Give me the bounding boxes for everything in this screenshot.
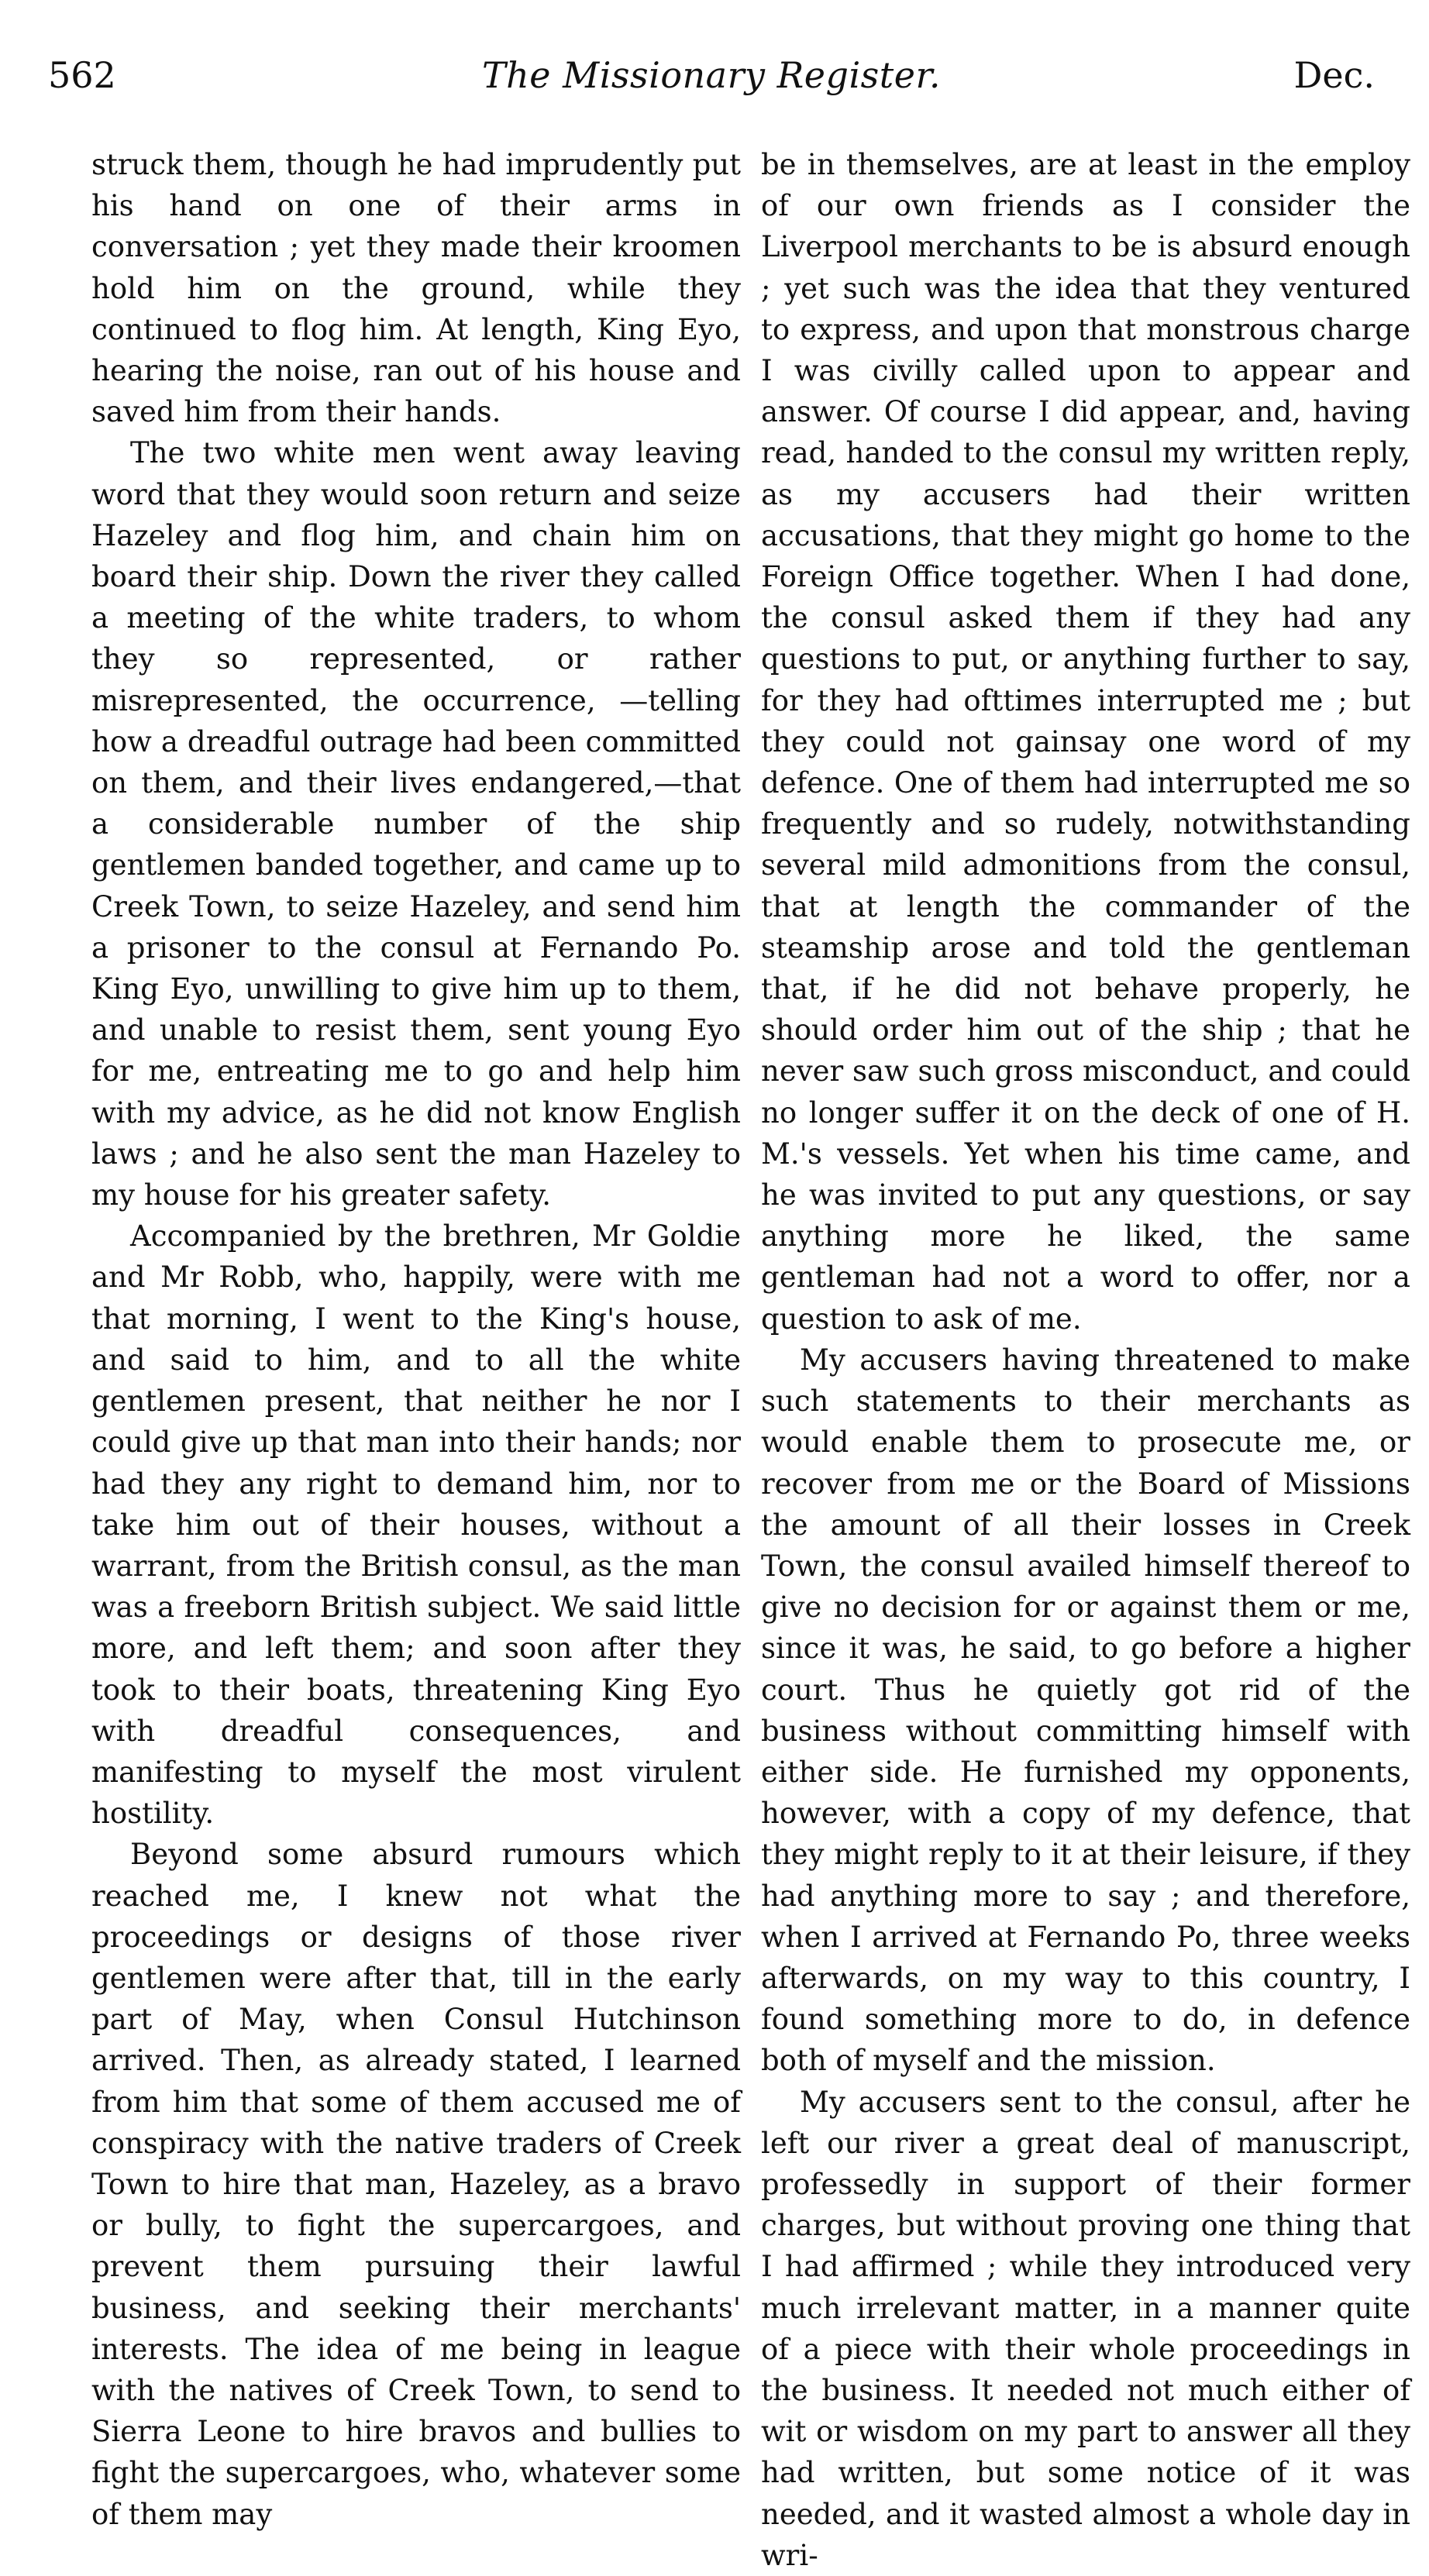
right-column [761, 144, 1410, 2576]
running-header [48, 54, 1375, 124]
paragraph: struck them, though he had imprudently put his hand on one of their arms in conversation ; yet they made their kroomen hold him on the ground, while they continued to flog him. At length, King Eyo, hearing the noise, ran out of his house and saved him from their hands. [91, 148, 741, 429]
paragraph: Accompanied by the brethren, Mr Goldie and Mr Robb, who, happily, were with me that morning, I went to the King's house, and said to him, and to all the white gentlemen present, that neither he nor I could give up that man into their hands; nor had they any right to demand him, nor to take him out of their houses, without a warrant, from the British consul, as the man was a freeborn British subject. We said little more, and left them; and soon after they took to their boats, threatening King Eyo with dreadful consequences, and manifesting to myself the most virulent hostility. [91, 1219, 741, 1831]
paragraph: The two white men went away leaving word that they would soon return and seize Hazeley and flog him, and chain him on board their ship. Down the river they called a meeting of the white traders, to whom they so represented, or rather misrepresented, the occurrence, —telling how a dreadful outrage had been committed on them, and their lives endangered,—that a considerable number of the ship gentlemen banded together, and came up to Creek Town, to seize Hazeley, and send him a prisoner to the consul at Fernando Po. King Eyo, unwilling to give him up to them, and unable to resist them, sent young Eyo for me, entreating me to go and help him with my advice, as he did not know English laws ; and he also sent the man Hazeley to my house for his greater safety. [91, 436, 741, 1212]
running-title: The Missionary Register. [481, 54, 942, 96]
paragraph: be in themselves, are at least in the employ of our own friends as I consider the Liverpool merchants to be is absurd enough ; yet such was the idea that they ventured to express, and upon that monstrous charge I was civilly called upon to appear and answer. Of course I did appear, and, having read, handed to the consul my written reply, as my accusers had their written accusations, that they might go home to the Foreign Office together. When I had done, the consul asked them if they had any questions to put, or anything further to say, for they had ofttimes interrupted me ; but they could not gainsay one word of my defence. One of them had interrupted me so frequently and so rudely, notwithstanding several mild admonitions from the consul, that at length the commander of the steamship arose and told the gentleman that, if he did not behave properly, he should order him out of the ship ; that he never saw such gross misconduct, and could no longer suffer it on the deck of one of H. M.'s vessels. Yet when his time came, and he was invited to put any questions, or say anything more he liked, the same gentleman had not a word to offer, nor a question to ask of me. [761, 148, 1411, 1336]
paragraph: My accusers having threatened to make such statements to their merchants as would enable them to prosecute me, or recover from me or the Board of Missions the amount of all their losses in Creek Town, the consul availed himself thereof to give no decision for or against them or me, since it was, he said, to go before a higher court. Thus he quietly got rid of the business without committing himself with either side. He furnished my opponents, however, with a copy of my defence, that they might reply to it at their leisure, if they had anything more to say ; and therefore, when I arrived at Fernando Po, three weeks afterwards, on my way to this country, I found something more to do, in defence both of myself and the mission. [761, 1343, 1410, 2078]
page-number: 562 [48, 54, 116, 96]
left-column [91, 144, 741, 2535]
header-month: Dec. [1293, 54, 1375, 96]
paragraph: My accusers sent to the consul, after he left our river a great deal of manuscript, professedly in support of their former charges, but without proving one thing that I had affirmed ; while they introduced very much irrelevant matter, in a manner quite of a piece with their whole proceedings in the business. It needed not much either of wit or wisdom on my part to answer all they had written, but some notice of it was needed, and it wasted almost a whole day in wri- [761, 2085, 1410, 2572]
paragraph: Beyond some absurd rumours which reached me, I knew not what the proceedings or designs of those river gentlemen were after that, till in the early part of May, when Consul Hutchinson arrived. Then, as already stated, I learned from him that some of them accused me of conspiracy with the native traders of Creek Town to hire that man, Hazeley, as a bravo or bully, to fight the supercargoes, and prevent them pursuing their lawful business, and seeking their merchants' interests. The idea of me being in league with the natives of Creek Town, to send to Sierra Leone to hire bravos and bullies to fight the supercargoes, who, whatever some of them may [91, 1838, 741, 2531]
